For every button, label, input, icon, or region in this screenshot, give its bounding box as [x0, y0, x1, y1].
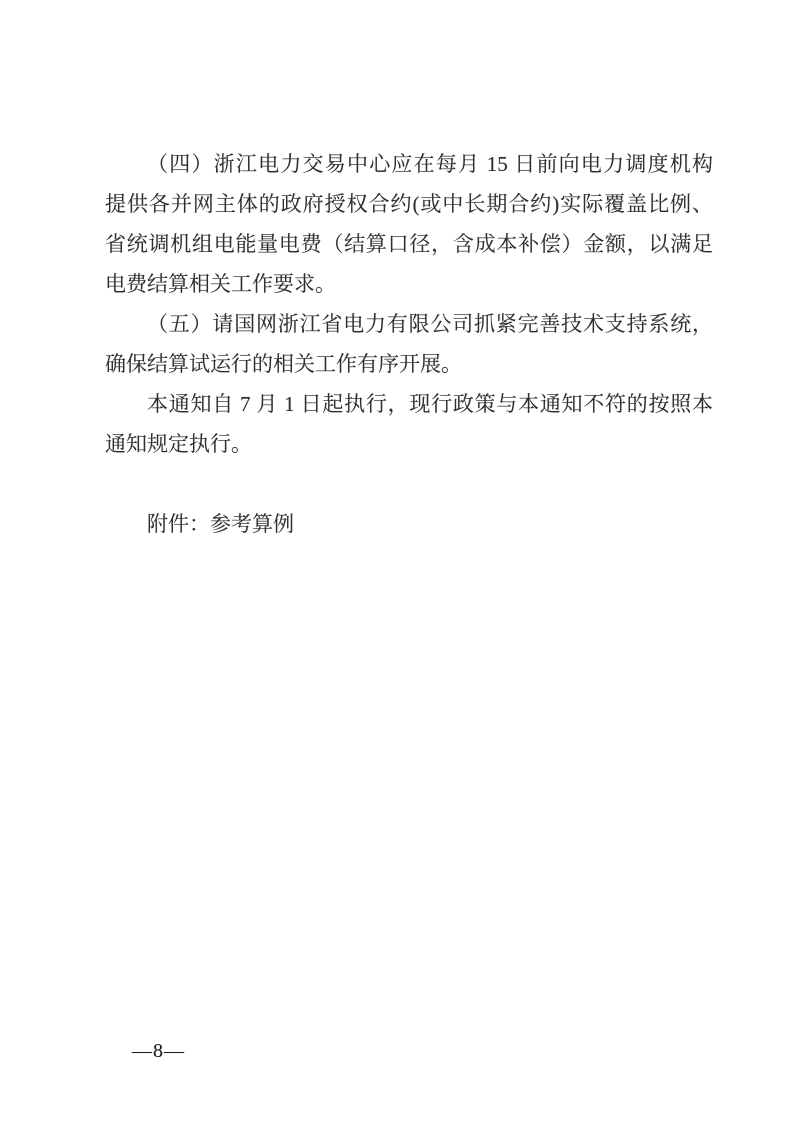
- document-line: 提供各并网主体的政府授权合约(或中长期合约)实际覆盖比例、: [105, 192, 713, 216]
- paragraph-2: [105, 304, 713, 384]
- document-line: 通知规定执行。: [105, 432, 252, 456]
- attachment-label: 附件：参考算例: [147, 512, 294, 536]
- page-number: —8—: [132, 1040, 185, 1062]
- document-line: （五）请国网浙江省电力有限公司抓紧完善技术支持系统，: [147, 312, 713, 336]
- document-line: （四）浙江电力交易中心应在每月 15 日前向电力调度机构: [147, 152, 713, 176]
- document-line: 确保结算试运行的相关工作有序开展。: [105, 352, 462, 376]
- document-line: 电费结算相关工作要求。: [105, 272, 336, 296]
- paragraph-3: [105, 384, 713, 464]
- document-line: 本通知自 7 月 1 日起执行，现行政策与本通知不符的按照本: [147, 392, 713, 416]
- paragraph-1: [105, 144, 713, 304]
- document-line: 省统调机组电能量电费（结算口径，含成本补偿）金额，以满足: [105, 232, 713, 256]
- document-body: [105, 144, 713, 544]
